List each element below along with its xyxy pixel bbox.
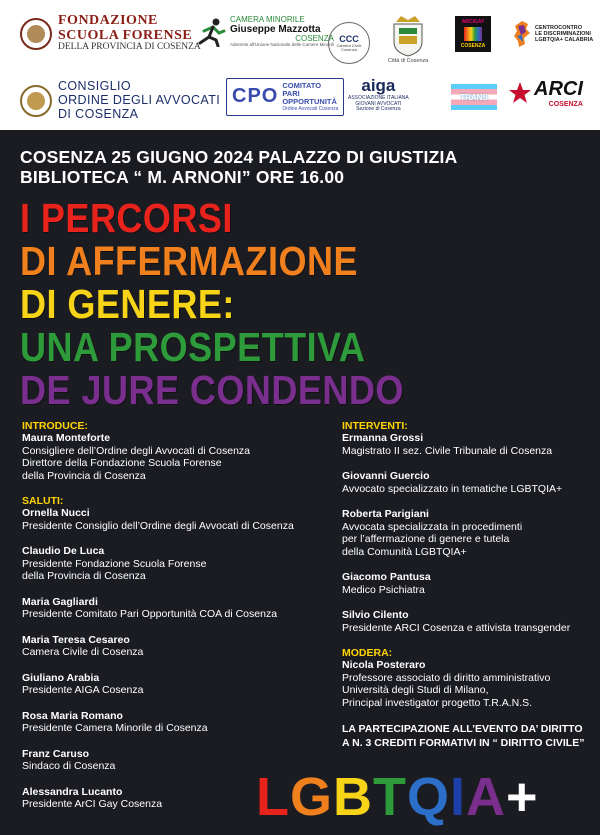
title-line-5: DE JURE CONDENDO — [20, 367, 404, 413]
consiglio-ordine-logo — [20, 80, 220, 121]
saluti-person — [22, 545, 312, 583]
person-name: Alessandra Lucanto — [22, 785, 123, 798]
person-role: Presidente AIGA Cosenza — [22, 684, 144, 696]
interventi-heading: INTERVENTI: — [342, 420, 408, 432]
camera-minorile-line2: Giuseppe Mazzotta — [230, 24, 321, 35]
introduce-role-1: Consigliere dell’Ordine degli Avvocati di Cosenza — [22, 444, 251, 457]
logo-header — [0, 0, 600, 130]
aiga-line3: Sezione di Cosenza — [356, 106, 401, 112]
event-venue-time: BIBLIOTECA “ M. ARNONI” ORE 16.00 — [20, 167, 345, 187]
fondazione-line2: SCUOLA FORENSE — [58, 27, 193, 43]
runner-figure-icon — [196, 17, 226, 47]
event-date-location: COSENZA 25 GIUGNO 2024 PALAZZO DI GIUSTIZIA — [20, 147, 458, 167]
person-name: Rosa Maria Romano — [22, 709, 123, 722]
city-crest-icon — [389, 14, 427, 58]
person-name: Giovanni Guercio — [342, 470, 430, 482]
lgbt-letter: B — [333, 767, 374, 827]
person-name: Giuliano Arabia — [22, 671, 100, 684]
person-role: Presidente Camera Minorile di Cosenza — [22, 722, 208, 734]
fondazione-seal-icon — [20, 18, 52, 50]
lgbt-letter: T — [373, 767, 408, 827]
aiga-line1: ASSOCIAZIONE ITALIANA — [348, 95, 409, 101]
interventi-person — [342, 470, 592, 495]
lgbt-letter: G — [290, 767, 334, 827]
saluti-heading: SALUTI: — [22, 495, 64, 507]
lgbt-letter: L — [256, 767, 290, 827]
right-column — [342, 420, 592, 750]
centro-contro-line1: CENTROCONTRO — [535, 24, 583, 31]
trans-label: TRANS — [460, 92, 488, 102]
consiglio-seal-icon — [20, 85, 52, 117]
rainbow-region-icon — [512, 20, 532, 48]
cpo-abbr: CPO — [232, 85, 279, 108]
centro-contro-line2: LE DISCRIMINAZIONI — [535, 30, 591, 37]
cpo-line4: Ordine Avvocati Cosenza — [282, 105, 339, 112]
interventi-person — [342, 432, 592, 457]
cpo-line1: COMITATO — [282, 81, 322, 90]
camera-minorile-line4: Aderente all'Unione Nazionale delle Camere Minorili — [230, 42, 334, 47]
fondazione-line1: FONDAZIONE — [58, 13, 158, 28]
person-role: per l’affermazione di genere e tutela — [342, 533, 510, 545]
arcigay-line1: ARCIGAY — [461, 19, 485, 25]
aiga-logo — [348, 76, 409, 113]
camera-civile-line1: Camera Civile Cosenza — [336, 42, 362, 52]
person-role: Sindaco di Cosenza — [22, 760, 116, 772]
cpo-line2: PARI — [282, 88, 300, 98]
lgbt-letter: I — [450, 767, 467, 827]
introduce-heading: INTRODUCE: — [22, 420, 88, 432]
title-line-4: UNA PROSPETTIVA — [20, 324, 366, 370]
person-role: Medico Psichiatra — [342, 583, 425, 596]
saluti-person — [22, 507, 312, 532]
arcigay-line2: COSENZA — [460, 43, 486, 49]
person-name: Maria Gagliardi — [22, 595, 98, 608]
credits-note-line-2: A N. 3 CREDITI FORMATIVI IN “ DIRITTO CIVILE” — [342, 737, 585, 749]
introduce-role-2: Direttore della Fondazione Scuola Forense — [22, 457, 222, 469]
lgbtqia-wordmark — [256, 767, 539, 827]
person-name: Claudio De Luca — [22, 545, 105, 557]
cpo-line3: OPPORTUNITÀ — [282, 96, 337, 106]
introduce-section — [22, 420, 312, 482]
left-column — [22, 420, 312, 827]
red-star-icon — [508, 81, 532, 105]
consiglio-line1: CONSIGLIO — [58, 79, 132, 93]
person-role: Presidente ARCI Cosenza e attivista transgender — [342, 621, 571, 634]
saluti-section — [22, 495, 312, 811]
citta-label: Città di Cosenza — [388, 58, 429, 64]
person-name: Giacomo Pantusa — [342, 571, 431, 583]
person-role: Avvocato specializzato in tematiche LGBTQIA+ — [342, 482, 563, 495]
camera-civile-abbr: CCC — [339, 33, 359, 44]
credits-note — [342, 722, 592, 750]
interventi-section — [342, 420, 592, 634]
centro-contro-logo — [512, 20, 593, 48]
lgbt-letter: + — [506, 767, 539, 827]
cpo-logo — [226, 78, 344, 116]
modera-name: Nicola Posteraro — [342, 659, 426, 671]
person-role: Presidente Consiglio dell’Ordine degli Avvocati di Cosenza — [22, 519, 294, 532]
person-name: Roberta Parigiani — [342, 508, 429, 520]
saluti-person — [22, 596, 312, 621]
fondazione-line3: DELLA PROVINCIA DI COSENZA — [58, 42, 201, 53]
person-name: Silvio Cilento — [342, 609, 409, 621]
citta-cosenza-logo — [388, 14, 428, 64]
person-role: Magistrato II sez. Civile Tribunale di Cosenza — [342, 444, 553, 457]
person-role: Camera Civile di Cosenza — [22, 646, 144, 658]
interventi-person — [342, 571, 592, 596]
consiglio-line3: DI COSENZA — [58, 106, 139, 121]
centro-contro-line3: LGBTQIA+ CALABRIA — [535, 37, 594, 44]
arci-line1: COSENZA — [548, 101, 583, 108]
person-role: Presidente ArCI Gay Cosenza — [22, 798, 163, 810]
modera-role-3: Principal investigator progetto T.R.A.N.S. — [342, 696, 533, 709]
saluti-person — [22, 634, 312, 659]
saluti-person — [22, 672, 312, 697]
trans-logo — [451, 84, 497, 110]
person-role: Presidente Comitato Pari Opportunità COA di Cosenza — [22, 608, 278, 620]
trans-flag-icon — [451, 84, 497, 110]
interventi-person — [342, 609, 592, 634]
person-role: Avvocata specializzata in procedimenti — [342, 520, 523, 533]
camera-civile-logo — [328, 22, 370, 64]
camera-civile-badge-icon — [328, 22, 370, 64]
consiglio-line2: ORDINE DEGLI AVVOCATI — [58, 92, 221, 107]
person-role: Presidente Fondazione Scuola Forense — [22, 557, 207, 570]
person-role: della Comunità LGBTQIA+ — [342, 545, 467, 558]
person-name: Ornella Nucci — [22, 507, 90, 519]
fondazione-logo — [20, 14, 201, 53]
person-role: della Provincia di Cosenza — [22, 570, 146, 582]
person-name: Franz Caruso — [22, 747, 90, 760]
person-name: Maria Teresa Cesareo — [22, 633, 130, 646]
arcigay-badge-icon — [455, 16, 491, 52]
title-line-2: DI AFFERMAZIONE — [20, 238, 358, 284]
camera-minorile-logo — [196, 16, 334, 48]
modera-heading: MODERA: — [342, 647, 393, 659]
person-name: Ermanna Grossi — [342, 432, 424, 444]
introduce-name: Maura Monteforte — [22, 432, 111, 444]
lgbt-letter: A — [466, 767, 507, 827]
arcigay-logo — [455, 16, 491, 52]
interventi-person — [342, 508, 592, 558]
title-line-1: I PERCORSI — [20, 195, 233, 241]
camera-minorile-line1: CAMERA MINORILE — [230, 15, 305, 24]
lgbt-letter: Q — [407, 767, 451, 827]
credits-note-line-1: LA PARTECIPAZIONE ALL’EVENTO DA’ DIRITTO — [342, 723, 583, 735]
aiga-line2: GIOVANI AVVOCATI — [355, 100, 402, 107]
title-line-3: DI GENERE: — [20, 281, 235, 327]
introduce-role-3: della Provincia di Cosenza — [22, 469, 146, 482]
arci-logo — [508, 78, 583, 108]
modera-role-1: Professore associato di diritto amministrativo — [342, 671, 551, 684]
aiga-name: aiga — [361, 76, 396, 95]
modera-role-2: Università degli Studi di Milano, — [342, 684, 489, 696]
saluti-person — [22, 710, 312, 735]
camera-minorile-line3: COSENZA — [295, 34, 334, 43]
modera-section — [342, 647, 592, 709]
arci-name: ARCI — [534, 78, 583, 100]
